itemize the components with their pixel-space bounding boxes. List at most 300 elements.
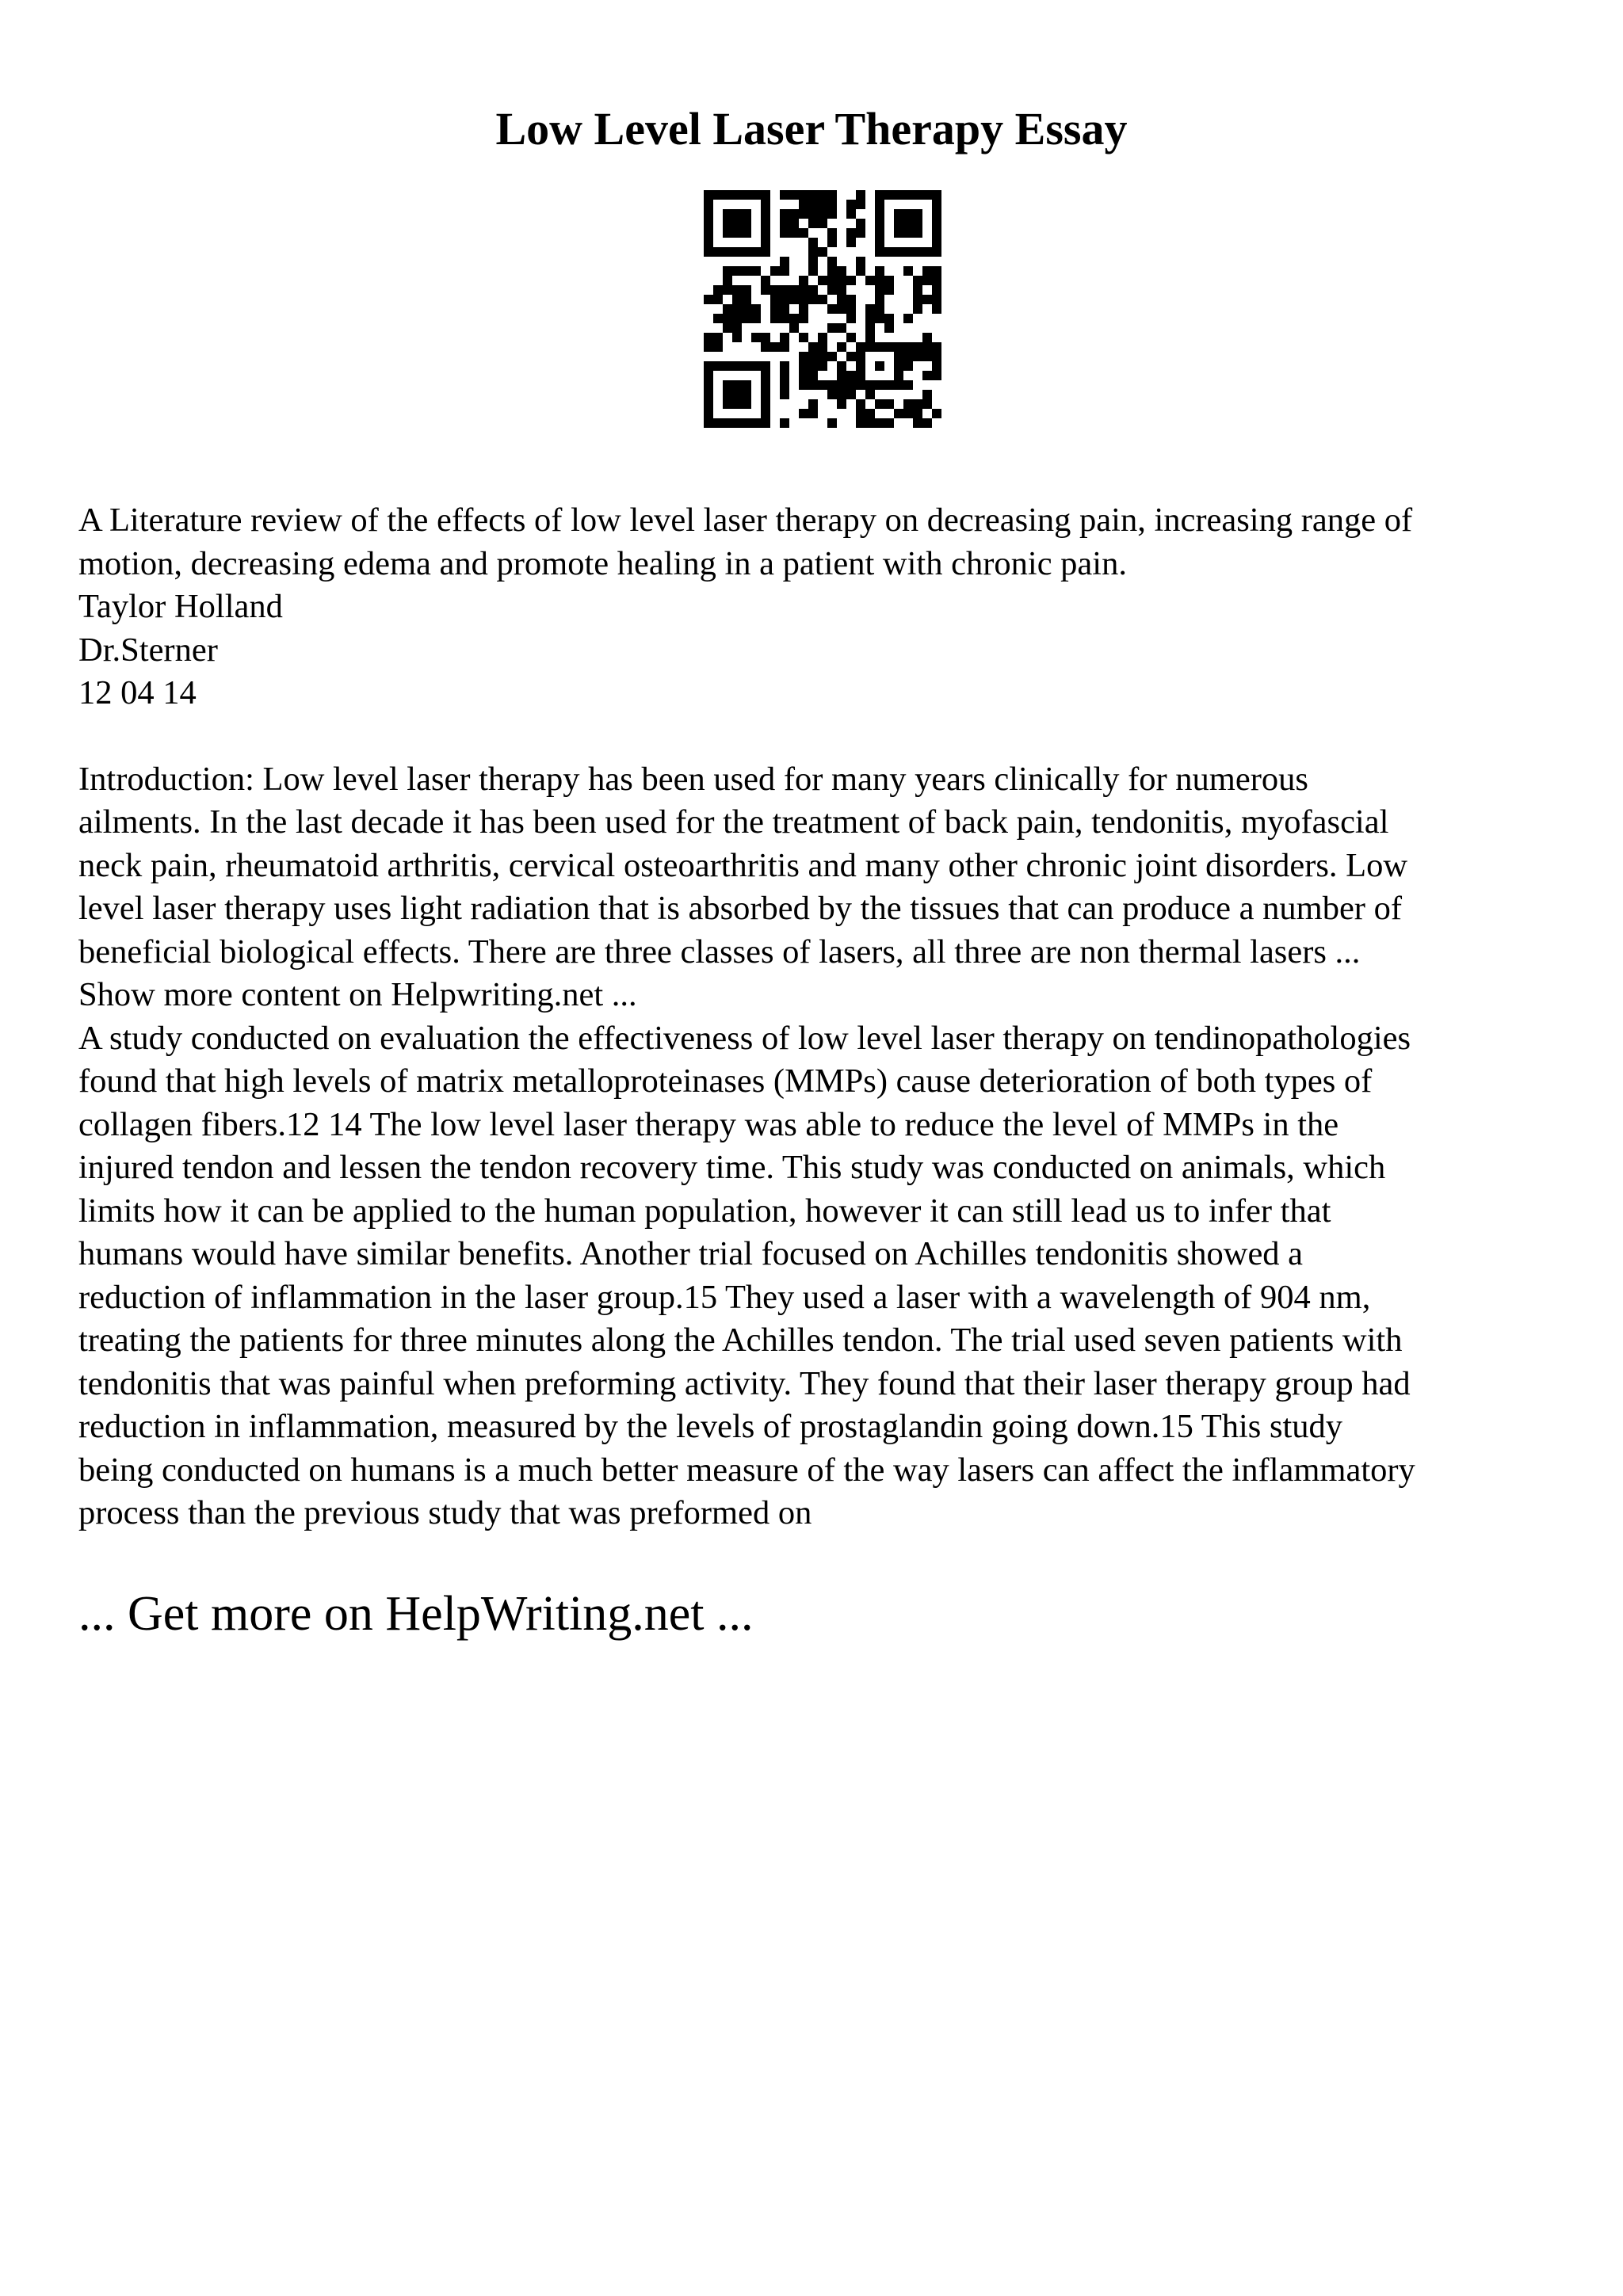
qr-module: [856, 190, 865, 200]
qr-module: [742, 266, 751, 276]
qr-module: [751, 333, 761, 342]
qr-module: [875, 219, 884, 228]
qr-module: [780, 390, 789, 399]
qr-module: [846, 200, 856, 209]
qr-module: [742, 228, 751, 238]
get-more-link[interactable]: ... Get more on HelpWriting.net ...: [78, 1587, 754, 1641]
qr-module: [875, 399, 884, 409]
qr-module: [780, 219, 789, 228]
qr-module: [903, 314, 913, 323]
qr-module: [789, 228, 799, 238]
introduction-paragraph: Introduction: Low level laser therapy has been used for many years clinically for numerous ailments. In the last decade it has been used for the treatment of back pain, tendonitis, myofascial neck pain, rheumatoid arthritis, cervical osteoarthritis and many other chronic joint disorders. Low level laser therapy uses light radiation that is absorbed by the tissues that can produce a number of beneficial biological effects. There are three classes of lasers, all three are non thermal lasers ...: [78, 760, 1408, 971]
qr-module: [704, 361, 713, 371]
qr-module: [856, 399, 865, 409]
qr-module: [903, 380, 913, 390]
qr-module: [875, 209, 884, 219]
qr-module: [856, 352, 865, 361]
qr-module: [732, 304, 742, 314]
qr-module: [932, 361, 941, 371]
qr-module: [846, 390, 856, 399]
qr-module: [751, 418, 761, 428]
qr-module: [884, 276, 894, 285]
qr-module: [818, 209, 827, 219]
qr-module: [780, 295, 789, 304]
qr-module: [875, 342, 884, 352]
qr-module: [732, 399, 742, 409]
qr-module: [751, 361, 761, 371]
qr-module: [808, 219, 818, 228]
qr-module: [894, 190, 903, 200]
qr-module: [723, 399, 732, 409]
qr-module: [732, 418, 742, 428]
qr-module: [932, 238, 941, 247]
qr-module: [837, 304, 846, 314]
qr-module: [704, 238, 713, 247]
qr-module: [875, 418, 884, 428]
qr-module: [932, 409, 941, 418]
qr-module: [704, 247, 713, 257]
qr-module: [894, 219, 903, 228]
qr-module: [875, 380, 884, 390]
qr-module: [846, 295, 856, 304]
qr-module: [913, 304, 922, 314]
qr-module: [818, 219, 827, 228]
qr-module: [799, 409, 808, 418]
qr-module: [799, 200, 808, 209]
qr-module: [827, 276, 837, 285]
qr-module: [770, 314, 780, 323]
qr-module: [751, 247, 761, 257]
qr-module: [856, 200, 865, 209]
qr-module: [732, 380, 742, 390]
qr-module: [789, 190, 799, 200]
qr-module: [723, 314, 732, 323]
qr-module: [903, 361, 913, 371]
qr-module: [789, 219, 799, 228]
qr-module: [770, 285, 780, 295]
qr-module: [894, 352, 903, 361]
qr-module: [884, 247, 894, 257]
qr-module: [761, 200, 770, 209]
qr-module: [856, 266, 865, 276]
qr-module: [884, 190, 894, 200]
qr-module: [704, 409, 713, 418]
qr-module: [761, 238, 770, 247]
qr-module: [780, 257, 789, 266]
qr-module: [932, 285, 941, 295]
qr-module: [723, 209, 732, 219]
qr-module: [761, 209, 770, 219]
qr-module: [751, 304, 761, 314]
qr-module: [827, 418, 837, 428]
qr-module: [732, 295, 742, 304]
qr-module: [903, 399, 913, 409]
qr-module: [865, 342, 875, 352]
qr-module: [903, 342, 913, 352]
qr-module: [875, 247, 884, 257]
qr-module: [732, 323, 742, 333]
qr-module: [932, 266, 941, 276]
qr-module: [732, 285, 742, 295]
qr-module: [808, 361, 818, 371]
qr-module: [742, 295, 751, 304]
qr-module: [751, 314, 761, 323]
qr-module: [713, 314, 723, 323]
qr-module: [808, 190, 818, 200]
qr-code-icon[interactable]: [704, 190, 941, 428]
qr-module: [713, 333, 723, 342]
qr-module: [903, 190, 913, 200]
qr-module: [827, 209, 837, 219]
qr-module: [913, 295, 922, 304]
qr-module: [732, 209, 742, 219]
qr-module: [837, 361, 846, 371]
qr-module: [808, 399, 818, 409]
qr-module: [884, 399, 894, 409]
qr-module: [837, 295, 846, 304]
qr-module: [723, 285, 732, 295]
qr-module: [742, 247, 751, 257]
qr-module: [922, 371, 932, 380]
qr-module: [856, 219, 865, 228]
qr-module: [713, 418, 723, 428]
qr-module: [827, 323, 837, 333]
qr-module: [865, 390, 875, 399]
qr-module: [742, 285, 751, 295]
qr-module: [894, 209, 903, 219]
qr-module: [932, 209, 941, 219]
qr-module: [704, 371, 713, 380]
qr-module: [808, 209, 818, 219]
qr-module: [713, 361, 723, 371]
qr-module: [856, 371, 865, 380]
qr-module: [913, 352, 922, 361]
qr-module: [789, 295, 799, 304]
qr-module: [808, 285, 818, 295]
qr-module: [818, 247, 827, 257]
qr-module: [827, 352, 837, 361]
qr-module: [922, 190, 932, 200]
qr-module: [865, 418, 875, 428]
qr-module: [818, 190, 827, 200]
qr-module: [932, 247, 941, 257]
essay-content: [78, 499, 1552, 1535]
qr-module: [932, 190, 941, 200]
qr-module: [875, 228, 884, 238]
qr-module: [742, 390, 751, 399]
qr-module: [875, 295, 884, 304]
qr-module: [894, 371, 903, 380]
qr-module: [884, 418, 894, 428]
qr-module: [780, 418, 789, 428]
qr-module: [789, 285, 799, 295]
qr-module: [818, 361, 827, 371]
qr-module: [913, 228, 922, 238]
qr-module: [865, 304, 875, 314]
qr-module: [837, 399, 846, 409]
qr-module: [922, 399, 932, 409]
qr-module: [875, 190, 884, 200]
qr-module: [903, 266, 913, 276]
qr-module: [704, 390, 713, 399]
qr-module: [704, 228, 713, 238]
qr-module: [856, 228, 865, 238]
qr-module: [875, 238, 884, 247]
qr-module: [723, 228, 732, 238]
qr-module: [827, 390, 837, 399]
qr-module: [732, 228, 742, 238]
qr-module: [808, 200, 818, 209]
qr-module: [856, 342, 865, 352]
qr-module: [837, 266, 846, 276]
qr-module: [799, 314, 808, 323]
qr-module: [789, 314, 799, 323]
qr-module: [799, 295, 808, 304]
qr-module: [922, 266, 932, 276]
qr-module: [704, 295, 713, 304]
qr-module: [808, 266, 818, 276]
qr-module: [922, 247, 932, 257]
qr-module: [922, 295, 932, 304]
qr-module: [827, 238, 837, 247]
qr-module: [742, 380, 751, 390]
qr-module: [932, 228, 941, 238]
qr-module: [922, 333, 932, 342]
qr-module: [723, 380, 732, 390]
qr-module: [780, 380, 789, 390]
qr-module: [704, 200, 713, 209]
qr-module: [846, 276, 856, 285]
qr-module: [742, 209, 751, 219]
qr-module: [856, 361, 865, 371]
qr-module: [846, 228, 856, 238]
qr-module: [808, 247, 818, 257]
qr-module: [856, 257, 865, 266]
qr-module: [837, 390, 846, 399]
qr-module: [846, 333, 856, 342]
qr-module: [799, 380, 808, 390]
body-paragraph: A study conducted on evaluation the effectiveness of low level laser therapy on tendinopathologies found that high levels of matrix metalloproteinases (MMPs) cause deterioration of both types of collagen fibers.12 14 The low level laser therapy was able to reduce the level of MMPs in the injured tendon and lessen the tendon recovery time. This study was conducted on animals, which limits how it can be applied to the human population, however it can still lead us to infer that humans would have similar benefits. Another trial focused on Achilles tendonitis showed a reduction of inflammation in the laser group.15 They used a laser with a wavelength of 904 nm, treating the patients for three minutes along the Achilles tendon. The trial used seven patients with tendonitis that was painful when preforming activity. They found that their laser therapy group had reduction in inflammation, measured by the levels of prostaglandin going down.15 This study being conducted on humans is a much better measure of the way lasers can affect the inflammatory process than the previous study that was preformed on: [78, 1019, 1415, 1531]
qr-module: [761, 190, 770, 200]
qr-module: [704, 333, 713, 342]
qr-module: [865, 276, 875, 285]
qr-module: [723, 323, 732, 333]
qr-module: [865, 323, 875, 333]
qr-module: [913, 285, 922, 295]
qr-module: [932, 304, 941, 314]
qr-module: [818, 295, 827, 304]
qr-module: [780, 361, 789, 371]
qr-module: [856, 418, 865, 428]
qr-module: [761, 276, 770, 285]
qr-module: [732, 390, 742, 399]
qr-module: [780, 342, 789, 352]
qr-module: [808, 371, 818, 380]
qr-module: [903, 228, 913, 238]
qr-module: [827, 266, 837, 276]
qr-module: [932, 200, 941, 209]
qr-module: [704, 418, 713, 428]
qr-module: [846, 209, 856, 219]
qr-module: [818, 276, 827, 285]
qr-module: [704, 190, 713, 200]
qr-module: [713, 285, 723, 295]
qr-module: [761, 342, 770, 352]
qr-module: [808, 342, 818, 352]
qr-module: [732, 333, 742, 342]
qr-module: [799, 333, 808, 342]
qr-module: [913, 418, 922, 428]
qr-module: [780, 190, 789, 200]
qr-module: [837, 276, 846, 285]
qr-module: [770, 266, 780, 276]
qr-module: [875, 285, 884, 295]
qr-module: [827, 257, 837, 266]
qr-module: [808, 257, 818, 266]
qr-module: [799, 304, 808, 314]
qr-module: [846, 352, 856, 361]
qr-module: [761, 399, 770, 409]
qr-module: [723, 418, 732, 428]
qr-module: [846, 304, 856, 314]
qr-module: [761, 219, 770, 228]
qr-module: [751, 190, 761, 200]
qr-module: [827, 304, 837, 314]
qr-module: [913, 409, 922, 418]
qr-module: [770, 342, 780, 352]
qr-module: [761, 409, 770, 418]
qr-module: [780, 314, 789, 323]
qr-module: [761, 333, 770, 342]
qr-module: [732, 219, 742, 228]
qr-module: [723, 304, 732, 314]
qr-module: [808, 238, 818, 247]
qr-module: [770, 304, 780, 314]
qr-module: [884, 380, 894, 390]
qr-module: [922, 342, 932, 352]
show-more-link[interactable]: Show more content on Helpwriting.net ...: [78, 976, 637, 1013]
qr-module: [837, 371, 846, 380]
qr-module: [875, 200, 884, 209]
qr-module: [884, 323, 894, 333]
qr-module: [808, 409, 818, 418]
qr-module: [713, 295, 723, 304]
qr-module: [742, 314, 751, 323]
qr-module: [704, 209, 713, 219]
qr-module: [723, 266, 732, 276]
qr-module: [799, 276, 808, 285]
author-name: Taylor Holland: [78, 588, 283, 625]
qr-module: [894, 342, 903, 352]
qr-module: [827, 285, 837, 295]
qr-module: [913, 190, 922, 200]
qr-module: [837, 342, 846, 352]
qr-module: [732, 314, 742, 323]
qr-module: [875, 361, 884, 371]
qr-module: [789, 209, 799, 219]
qr-module: [742, 190, 751, 200]
qr-module: [932, 276, 941, 285]
qr-module: [913, 342, 922, 352]
qr-module: [780, 209, 789, 219]
qr-module: [894, 380, 903, 390]
qr-module: [761, 361, 770, 371]
qr-module: [799, 228, 808, 238]
qr-module: [818, 342, 827, 352]
qr-module: [875, 304, 884, 314]
qr-module: [723, 190, 732, 200]
instructor-name: Dr.Sterner: [78, 631, 218, 669]
qr-module: [903, 352, 913, 361]
qr-module: [913, 276, 922, 285]
qr-module: [732, 190, 742, 200]
qr-module: [761, 285, 770, 295]
qr-module: [713, 342, 723, 352]
qr-module: [732, 361, 742, 371]
qr-module: [742, 304, 751, 314]
qr-module: [913, 399, 922, 409]
qr-module: [713, 190, 723, 200]
qr-module: [808, 380, 818, 390]
qr-module: [884, 285, 894, 295]
qr-module: [903, 219, 913, 228]
qr-module: [799, 371, 808, 380]
qr-module: [932, 352, 941, 361]
qr-module: [837, 285, 846, 295]
qr-module: [742, 418, 751, 428]
abstract-text: A Literature review of the effects of low level laser therapy on decreasing pain, increasing range of motion, decreasing edema and promote healing in a patient with chronic pain.: [78, 502, 1413, 582]
qr-module: [894, 247, 903, 257]
qr-module: [751, 266, 761, 276]
qr-module: [865, 409, 875, 418]
qr-module: [922, 276, 932, 285]
qr-module: [799, 209, 808, 219]
qr-module: [808, 295, 818, 304]
qr-module: [704, 342, 713, 352]
qr-module: [780, 285, 789, 295]
qr-module: [799, 190, 808, 200]
qr-module: [742, 399, 751, 409]
qr-module: [884, 342, 894, 352]
qr-module: [894, 228, 903, 238]
qr-module: [922, 390, 932, 399]
qr-module: [761, 371, 770, 380]
qr-module: [799, 361, 808, 371]
qr-module: [808, 352, 818, 361]
qr-module: [827, 190, 837, 200]
qr-module: [837, 323, 846, 333]
qr-module: [818, 333, 827, 342]
qr-module: [846, 380, 856, 390]
qr-module: [723, 247, 732, 257]
qr-module: [818, 380, 827, 390]
qr-module: [723, 219, 732, 228]
paragraph-spacer: [78, 715, 1552, 758]
qr-module: [922, 352, 932, 361]
qr-module: [732, 247, 742, 257]
qr-module: [780, 371, 789, 380]
qr-module: [742, 219, 751, 228]
qr-module: [780, 304, 789, 314]
qr-module: [856, 409, 865, 418]
qr-module: [723, 276, 732, 285]
qr-module: [827, 200, 837, 209]
qr-module: [913, 219, 922, 228]
qr-module: [875, 276, 884, 285]
qr-module: [723, 361, 732, 371]
essay-date: 12 04 14: [78, 674, 197, 711]
qr-module: [799, 352, 808, 361]
